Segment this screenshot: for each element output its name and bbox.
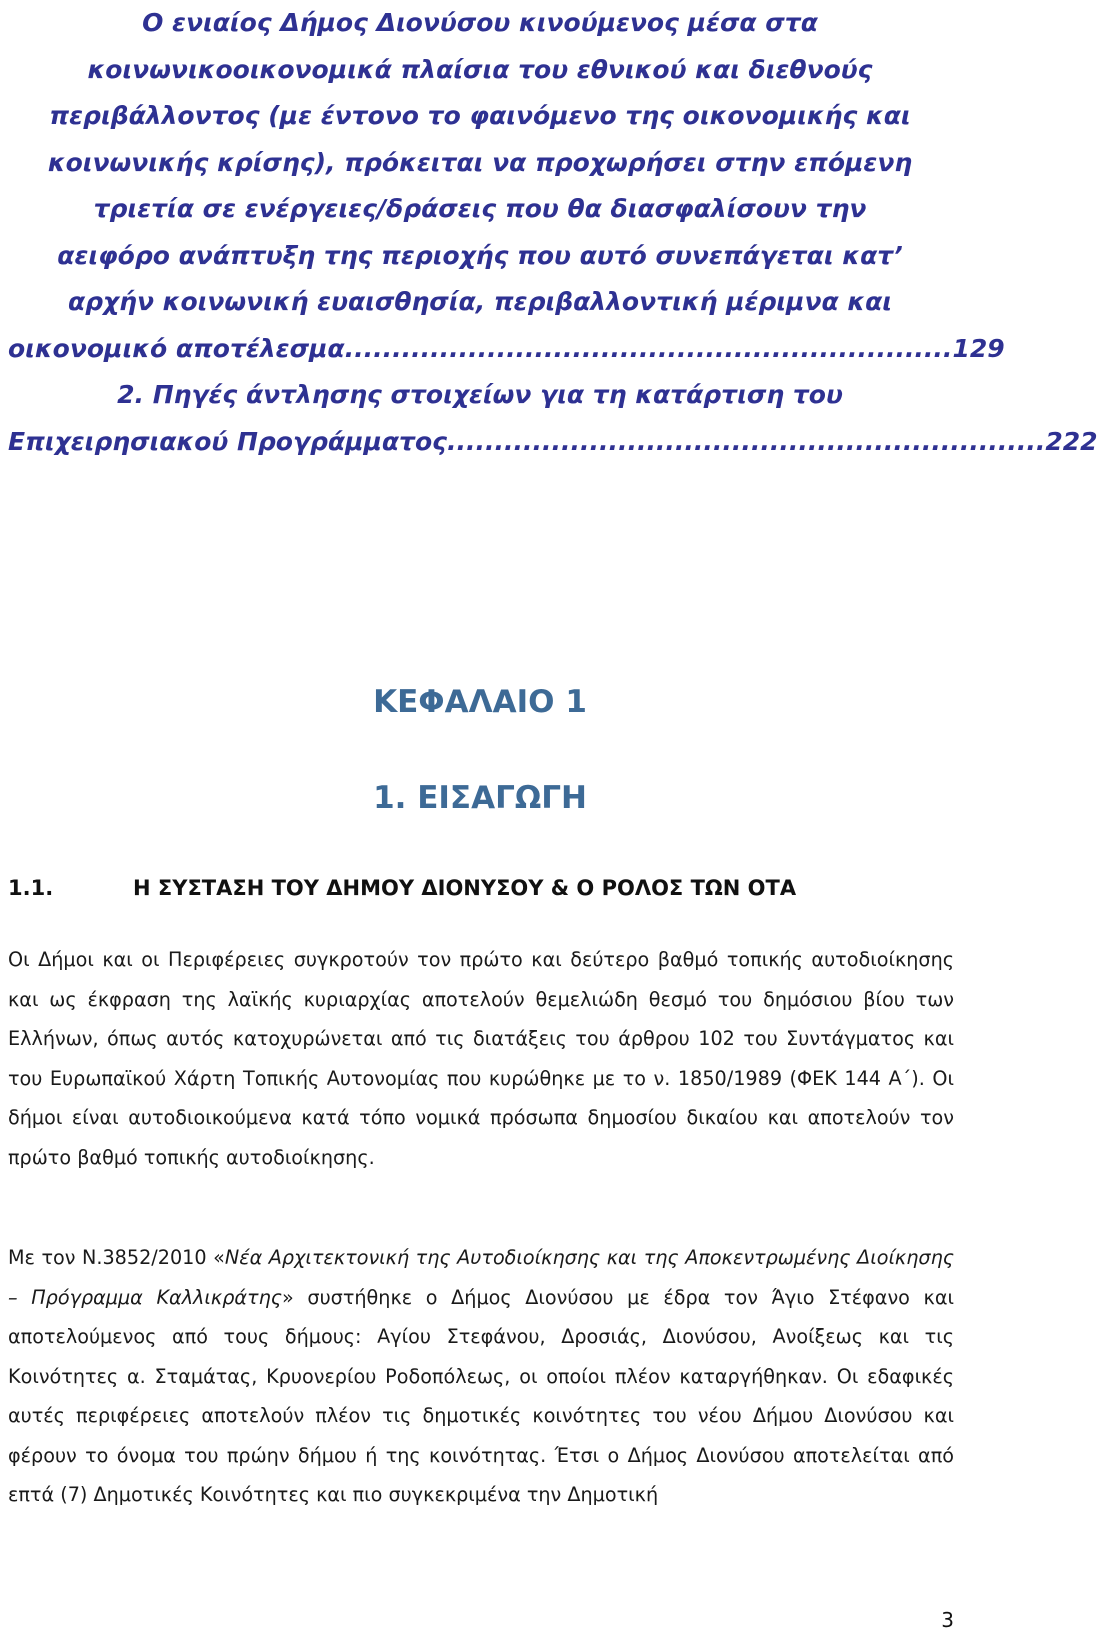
body-paragraph: Οι Δήμοι και οι Περιφέρειες συγκροτούν τον πρώτο και δεύτερο βαθμό τοπικής αυτοδιοίκησης και ως έκφραση της λαϊκής κυριαρχίας αποτελούν θεμελιώδη θεσμό του δημόσιου βίου των Ελλήνων, όπως αυτός κατοχυρώνεται από τις διατάξεις του άρθρου 102 του Συντάγματος και του Ευρωπαϊκού Χάρτη Τοπικής Αυτονομίας που κυρώθηκε με το ν. 1850/1989 (ΦΕΚ 144 Α΄). Οι δήμοι είναι αυτοδιοικούμενα κατά τόπο νομικά πρόσωπα δημοσίου δικαίου και αποτελούν τον πρώτο βαθμό τοπικής αυτοδιοίκησης. [8,948,954,1169]
paragraph-prefix: Με τον Ν.3852/2010 « [8,1246,225,1269]
section-heading [8,876,796,900]
chapter-title: ΚΕΦΑΛΑΙΟ 1 [373,684,587,720]
toc-line: Ο ενιαίος Δήμος Διονύσου κινούμενος μέσα στα [142,8,818,37]
toc-leader-dots: ............................................................... [447,426,1046,456]
toc-line: κοινωνικοοικονομικά πλαίσια του εθνικού και διεθνούς [87,54,873,84]
toc-line: αειφόρο ανάπτυξη της περιοχής που αυτό συνεπάγεται κατ’ [57,240,903,270]
section-number: 1.1. [8,876,54,900]
toc-page-number: 129 [952,333,1005,363]
toc-entry-link[interactable] [8,326,1005,373]
toc-page-number: 222 [1045,426,1098,456]
law-title-italic: Νέα Αρχιτεκτονική της Αυτοδιοίκησης και της Αποκεντρωμένης Διοίκησης – Πρόγραμμα Καλλικράτης [8,1246,954,1309]
body-paragraph [8,1238,954,1515]
toc-entry-text: Επιχειρησιακού Προγράμματος [8,426,447,456]
section-title: Η ΣΥΣΤΑΣΗ ΤΟΥ ΔΗΜΟΥ ΔΙΟΝΥΣΟΥ & Ο ΡΟΛΟΣ ΤΩΝ ΟΤΑ [133,876,797,900]
paragraph-text: » συστήθηκε ο Δήμος Διονύσου με έδρα τον Άγιο Στέφανο και αποτελούμενος από τους δήμους: Αγίου Στεφάνου, Δροσιάς, Διονύσου, Ανοίξεως και τις Κοινότητες α. Σταμάτας, Κρυονερίου Ροδοπόλεως, οι οποίοι πλέον καταργήθηκαν. Οι εδαφικές αυτές περιφέρειες αποτελούν πλέον τις δημοτικές κοινότητες του νέου Δήμου Διονύσου και φέρουν το όνομα του πρώην δήμου ή της κοινότητας. Έτσι ο Δήμος Διονύσου αποτελείται από επτά (7) Δημοτικές Κοινότητες και πιο συγκεκριμένα την Δημοτική [8,1285,954,1506]
toc-line: αρχήν κοινωνική ευαισθησία, περιβαλλοντική μέριμνα και [67,287,893,316]
toc-entry-link[interactable]: 2. Πηγές άντλησης στοιχείων για τη κατάρτιση του [117,380,843,409]
chapter-subtitle: 1. ΕΙΣΑΓΩΓΗ [373,780,587,816]
toc-line: περιβάλλοντος (με έντονο το φαινόμενο της οικονομικής και [49,101,911,130]
table-of-contents [8,0,1098,465]
toc-entry-link[interactable] [8,419,1098,466]
toc-entry-text: οικονομικό αποτέλεσμα. [8,333,355,363]
toc-line: κοινωνικής κρίσης), πρόκειται να προχωρήσει στην επόμενη [47,147,913,177]
page-number: 3 [941,1608,954,1632]
toc-leader-dots: ............................................................... [354,333,953,363]
toc-line: τριετία σε ενέργειες/δράσεις που θα διασφαλίσουν την [93,194,867,223]
